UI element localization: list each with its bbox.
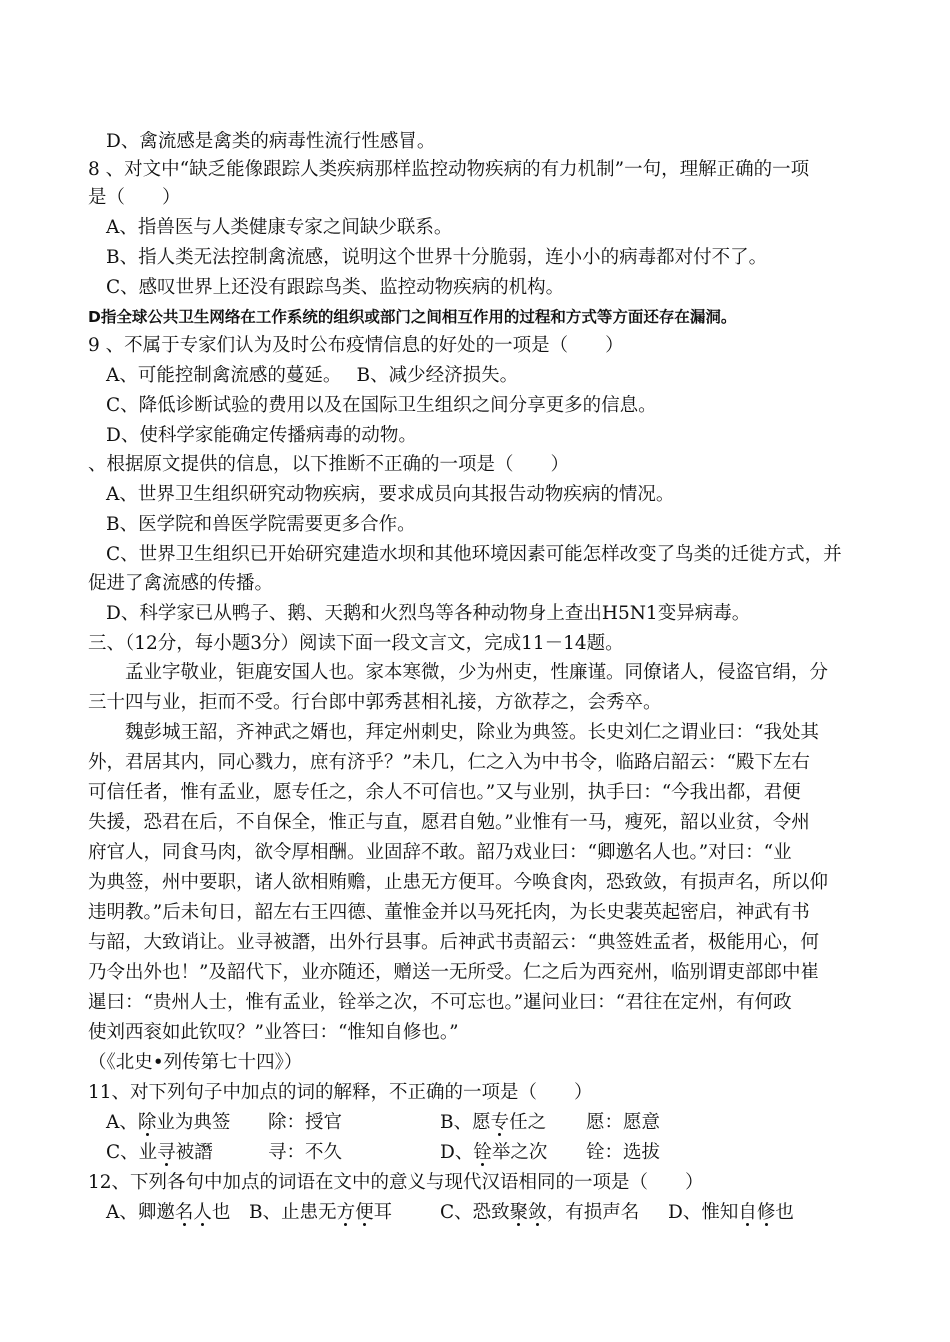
q10-option-b: B、医学院和兽医学院需要更多合作。: [106, 514, 416, 535]
q12-stem: 12、下列各句中加点的词语在文中的意义与现代汉语相同的一项是（ ）: [88, 1172, 704, 1193]
passage-p1-line: 孟业字敬业，钜鹿安国人也。家本寒微，少为州吏，性廉谨。同僚诸人，侵盗官绢，分: [88, 662, 829, 683]
q12-option-d: D、惟知自修也: [668, 1202, 794, 1223]
q8-option-c: C、感叹世界上还没有跟踪鸟类、监控动物疾病的机构。: [106, 277, 565, 298]
q11-option-d-dotted-word: 铨: [473, 1142, 492, 1163]
q10-option-a: A、世界卫生组织研究动物疾病，要求成员向其报告动物疾病的情况。: [106, 484, 675, 505]
passage-p2-line: 与韶，大致诮让。业寻被譖，出外行县事。后神武书责韶云：“典签姓孟者，极能用心，何: [88, 932, 819, 953]
passage-p2-line: 可信任者，惟有孟业，愿专任之，余人不可信也。”又与业别，执手曰：“今我出都，君便: [88, 782, 801, 803]
q8-option-d: D指全球公共卫生网络在工作系统的组织或部门之间相互作用的过程和方式等方面还存在漏洞。: [88, 308, 737, 326]
q12-option-a: A、卿邀名人也: [106, 1202, 231, 1223]
q12-option-b-dotted-char: 方: [336, 1202, 356, 1223]
q12-option-b: B、止患无方便耳: [249, 1202, 393, 1223]
passage-source: （《北史•列传第七十四》）: [88, 1052, 303, 1073]
q9-option-ab: A、可能控制禽流感的蔓延。 B、减少经济损失。: [106, 365, 519, 386]
passage-p2-line: 乃令出外也！”及韶代下，业亦随还，赠送一无所受。仁之后为西兖州，临别谓吏部郎中崔: [88, 962, 819, 983]
q9-option-c: C、降低诊断试验的费用以及在国际卫生组织之间分享更多的信息。: [106, 395, 657, 416]
q11-stem: 11、对下列句子中加点的词的解释，不正确的一项是（ ）: [88, 1082, 593, 1103]
q11-option-c-gloss: 寻：不久: [268, 1142, 343, 1163]
q11-option-b: B、愿专任之: [440, 1112, 547, 1133]
q11-option-c: C、业寻被譖: [106, 1142, 213, 1163]
q11-option-d: D、铨举之次: [440, 1142, 548, 1163]
q9-stem: 9 、不属于专家们认为及时公布疫情信息的好处的一项是（ ）: [88, 335, 624, 356]
q10-stem: 、根据原文提供的信息，以下推断不正确的一项是（ ）: [88, 454, 570, 475]
passage-p2-line: 府官人，同食马肉，欲令厚相酬。业固辞不敢。韶乃戏业曰：“卿邀名人也。”对曰：“业: [88, 842, 792, 863]
q12-option-a-dotted-char: 名: [174, 1202, 194, 1223]
q8-option-b: B、指人类无法控制禽流感，说明这个世界十分脆弱，连小小的病毒都对付不了。: [106, 247, 768, 268]
q9-option-d: D、使科学家能确定传播病毒的动物。: [106, 425, 417, 446]
q11-option-c-dotted-word: 寻: [157, 1142, 176, 1163]
q11-option-a-dotted-word: 除: [137, 1112, 157, 1133]
q7-option-d: D、禽流感是禽类的病毒性流行性感冒。: [106, 131, 436, 152]
q11-option-a-gloss: 除：授官: [268, 1112, 343, 1133]
passage-p1-line: 三十四与业，拒而不受。行台郎中郭秀甚相礼接，方欲荐之，会秀卒。: [88, 692, 662, 713]
q11-option-b-gloss: 愿：愿意: [586, 1112, 661, 1133]
q10-option-c-line-1: C、世界卫生组织已开始研究建造水坝和其他环境因素可能怎样改变了鸟类的迁徙方式，并: [106, 544, 842, 565]
q12-option-d-dotted-char: 修: [756, 1202, 776, 1223]
q12-option-b-dotted-char: 便: [355, 1202, 374, 1223]
q12-option-c-dotted-char: 聚: [509, 1202, 529, 1223]
q11-option-b-dotted-word: 专: [490, 1112, 510, 1133]
q12-option-c: C、恐致聚敛，有损声名: [440, 1202, 640, 1223]
q10-option-c-line-2: 促进了禽流感的传播。: [88, 573, 274, 594]
q8-stem-line-2: 是（ ）: [88, 187, 181, 208]
passage-p2-line: 外，君居其内，同心戮力，庶有济乎？”未几，仁之入为中书令，临路启韶云：“殿下左右: [88, 752, 810, 773]
q12-option-a-dotted-char: 人: [193, 1202, 212, 1223]
section-3-heading: 三、（12分，每小题3分）阅读下面一段文言文，完成11－14题。: [88, 633, 624, 654]
q10-option-d: D、科学家已从鸭子、鹅、天鹅和火烈鸟等各种动物身上查出H5N1变异病毒。: [106, 603, 751, 624]
q12-option-c-dotted-char: 敛: [528, 1202, 547, 1223]
passage-p2-line: 魏彭城王韶，齐神武之婿也，拜定州刺史，除业为典签。长史刘仁之谓业曰：“我处其: [88, 722, 819, 743]
q12-option-d-dotted-char: 自: [738, 1202, 757, 1223]
passage-p2-line: 使刘西衮如此钦叹？”业答曰：“惟知自修也。”: [88, 1022, 459, 1043]
q11-option-d-gloss: 铨：选拔: [586, 1142, 661, 1163]
passage-p2-line: 为典签，州中要职，诸人欲相贿赡，止患无方便耳。今唤食肉，恐致敛，有损声名，所以仰: [88, 872, 829, 893]
q8-option-a: A、指兽医与人类健康专家之间缺少联系。: [106, 217, 453, 238]
q11-option-a: A、除业为典签: [106, 1112, 231, 1133]
passage-p2-line: 失援，恐君在后，不自保全，惟正与直，愿君自勉。”业惟有一马，瘦死，韶以业贫，令州: [88, 812, 810, 833]
q8-stem-line-1: 8 、对文中“缺乏能像跟踪人类疾病那样监控动物疾病的有力机制”一句，理解正确的一项: [88, 159, 810, 180]
passage-p2-line: 违明教。”后未旬日，韶左右王四德、董惟金并以马死托肉，为长史裴英起密启，神武有书: [88, 902, 810, 923]
passage-p2-line: 暹曰：“贵州人士，惟有孟业，铨举之次，不可忘也。”暹问业曰：“君往在定州，有何政: [88, 992, 792, 1013]
